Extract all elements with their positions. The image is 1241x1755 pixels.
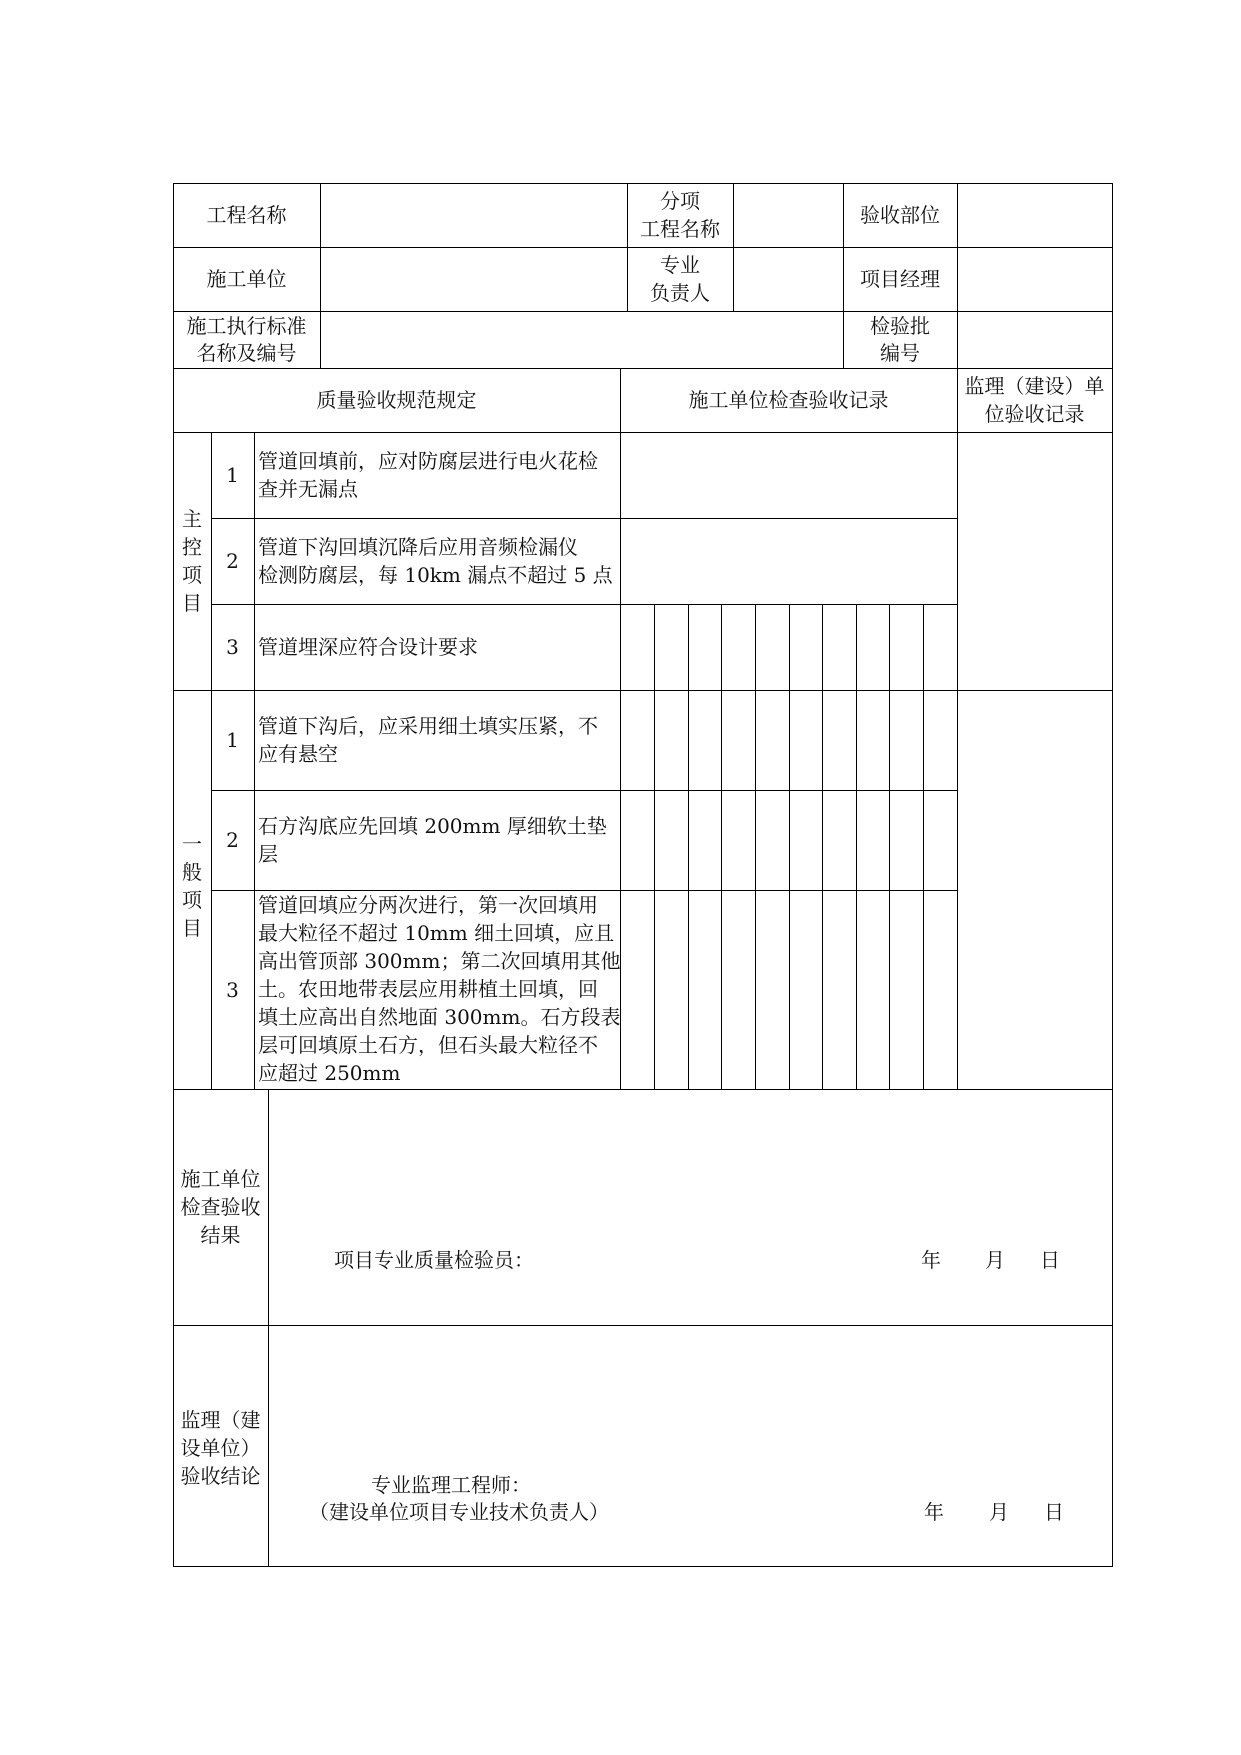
date-day-label: 日	[1044, 1500, 1064, 1524]
rule	[957, 183, 958, 1089]
general-items-group-label	[173, 830, 211, 942]
rule	[211, 604, 957, 605]
main-item-text: 管道回填前，应对防腐层进行电火花检 查并无漏点	[258, 449, 598, 501]
main-item-number: 1	[226, 463, 239, 487]
rule	[173, 368, 1113, 369]
group-label-char: 控	[182, 535, 202, 559]
rule	[688, 604, 689, 1089]
group-label-char: 目	[182, 916, 202, 940]
general-item-number: 3	[226, 978, 239, 1002]
group-label-char: 目	[182, 591, 202, 615]
date-year-label: 年	[924, 1500, 944, 1524]
group-label-char: 项	[182, 888, 202, 912]
standard-label-1: 施工执行标准	[186, 314, 307, 338]
rule	[320, 183, 321, 368]
rule	[173, 183, 1113, 184]
general-item-number: 2	[226, 828, 239, 852]
rule	[654, 604, 655, 1089]
main-item-text: 管道下沟回填沉降后应用音频检漏仪 检测防腐层，每 10km 漏点不超过 5 点	[258, 535, 613, 587]
subitem-name-label-1: 分项	[660, 189, 700, 213]
rule	[733, 183, 734, 311]
group-label-char: 项	[182, 563, 202, 587]
rule	[173, 1566, 1113, 1567]
quality-inspector-label: 项目专业质量检验员：	[334, 1248, 534, 1272]
general-item-text: 石方沟底应先回填 200mm 厚细软土垫 层	[258, 814, 607, 866]
specialty-lead-label-2: 负责人	[650, 281, 710, 305]
rule	[211, 790, 957, 791]
rule	[789, 604, 790, 1089]
contractor-result-label: 施工单位 检查验收 结果	[180, 1167, 261, 1247]
supervisor-conclusion-label: 监理（建 设单位） 验收结论	[180, 1408, 261, 1488]
general-item-text: 管道下沟后，应采用细土填实压紧，不 应有悬空	[258, 714, 598, 766]
rule	[173, 432, 1113, 433]
rule	[173, 690, 1113, 691]
owner-representative-label: （建设单位项目专业技术负责人）	[309, 1500, 609, 1524]
date-month-label: 月	[985, 1248, 1005, 1272]
general-item-number: 1	[226, 728, 239, 752]
rule	[211, 518, 957, 519]
main-item-number: 2	[226, 549, 239, 573]
contractor-label: 施工单位	[206, 267, 287, 291]
standard-label-2: 名称及编号	[196, 341, 297, 365]
date-day-label: 日	[1040, 1248, 1060, 1272]
rule	[822, 604, 823, 1089]
contractor-record-column-header: 施工单位检查验收记录	[688, 388, 889, 412]
project-name-label: 工程名称	[206, 203, 287, 227]
rule	[173, 247, 1113, 248]
supervisor-record-column-header-2: 位验收记录	[984, 402, 1085, 426]
main-item-number: 3	[226, 635, 239, 659]
supervisor-record-column-header-1: 监理（建设）单	[964, 374, 1105, 398]
main-item-text: 管道埋深应符合设计要求	[258, 635, 478, 659]
batch-no-label-2: 编号	[880, 341, 920, 365]
group-label-char: 主	[182, 507, 202, 531]
group-label-char: 一	[182, 832, 202, 856]
rule	[173, 1325, 1113, 1326]
spec-column-header: 质量验收规范规定	[316, 388, 477, 412]
rule	[923, 604, 924, 1089]
rule	[1112, 183, 1113, 1567]
specialty-lead-label-1: 专业	[660, 253, 700, 277]
rule	[755, 604, 756, 1089]
rule	[254, 432, 255, 1089]
acceptance-part-label: 验收部位	[860, 203, 940, 227]
date-month-label: 月	[989, 1500, 1009, 1524]
supervising-engineer-label: 专业监理工程师：	[371, 1473, 531, 1497]
batch-no-label-1: 检验批	[870, 314, 930, 338]
rule	[173, 1089, 1113, 1090]
rule	[268, 1089, 269, 1567]
group-label-char: 般	[182, 860, 202, 884]
rule	[721, 604, 722, 1089]
main-items-group-label	[173, 505, 211, 617]
date-year-label: 年	[921, 1248, 941, 1272]
general-item-text: 管道回填应分两次进行，第一次回填用 最大粒径不超过 10mm 细土回填，应且 高出管顶部 300mm；第二次回填用其他 土。农田地带表层应用耕植土回填，回 填土应高出自然地面 300mm。石方段表 层可回填原土石方，但石头最大粒径不 应超过 250mm	[258, 893, 621, 1085]
rule	[856, 604, 857, 1089]
subitem-name-label-2: 工程名称	[640, 217, 720, 241]
rule	[889, 604, 890, 1089]
project-manager-label: 项目经理	[860, 267, 940, 291]
